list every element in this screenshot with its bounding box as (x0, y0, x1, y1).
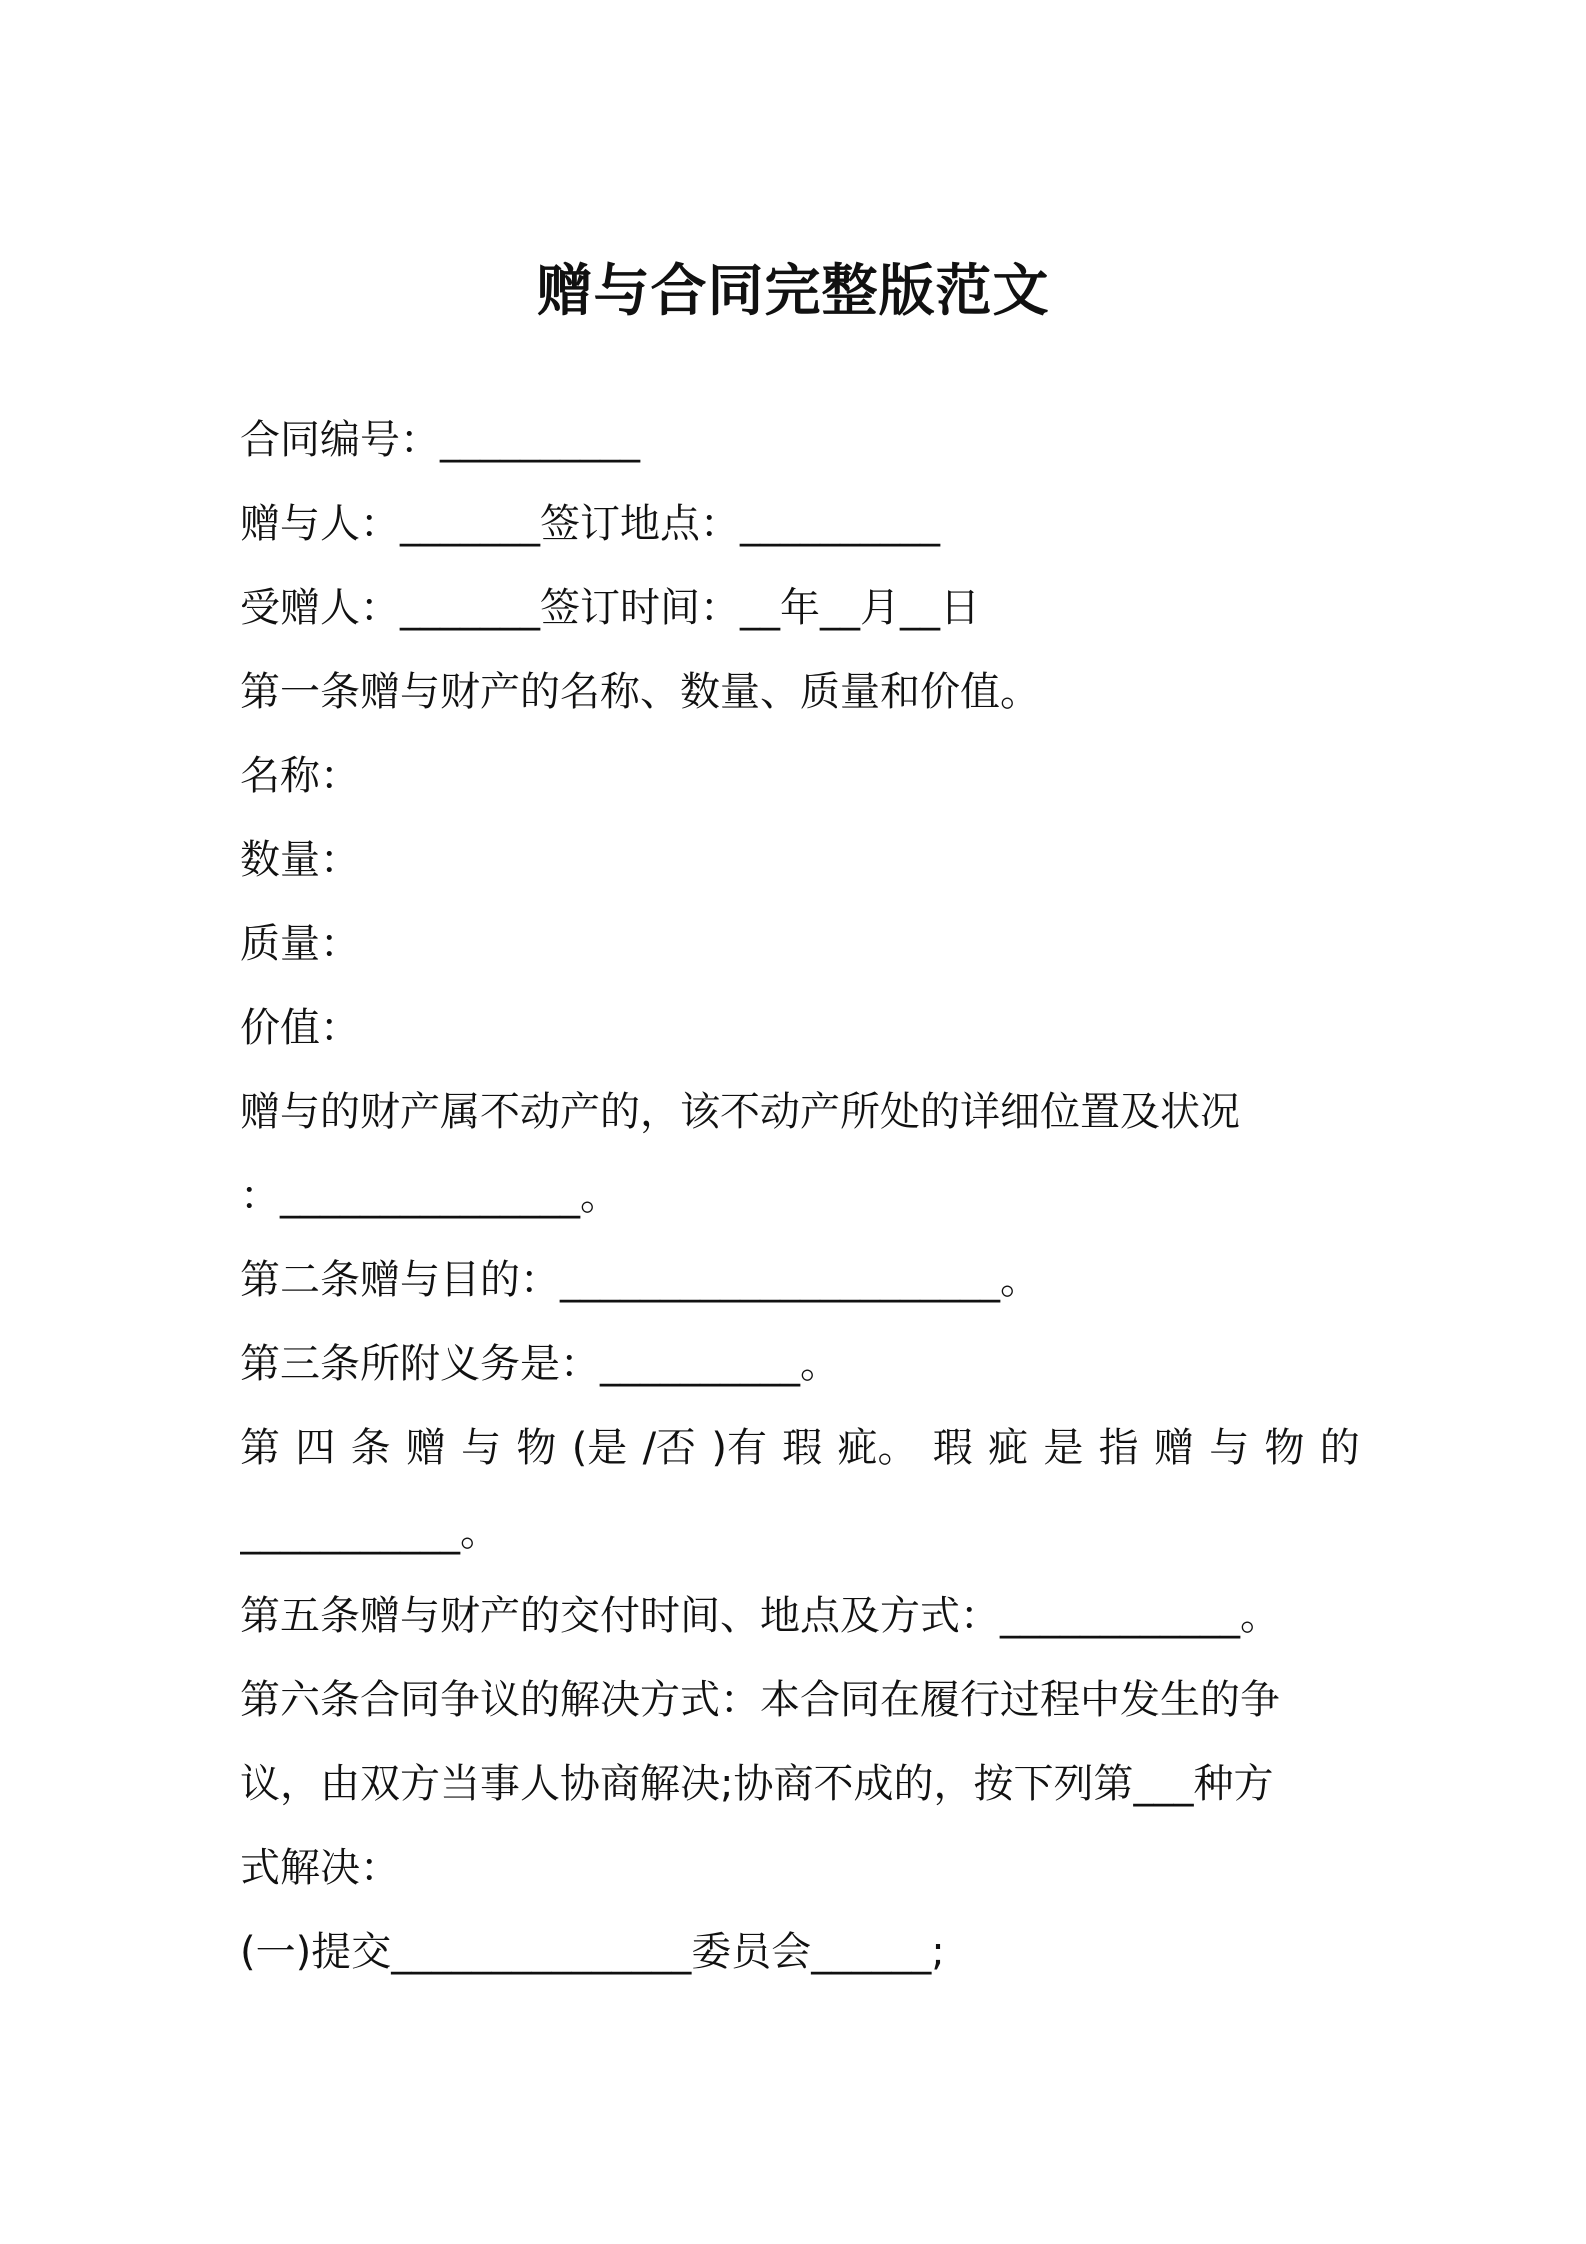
article-5: 第五条赠与财产的交付时间、地点及方式：____________。 (240, 1593, 1280, 1639)
article-1-heading: 第一条赠与财产的名称、数量、质量和价值。 (240, 669, 1040, 715)
article-4-part: 瑕 (932, 1425, 973, 1471)
article-6-line-2: 议，由双方当事人协商解决;协商不成的，按下列第___种方 (240, 1761, 1274, 1807)
article-4-part: 瑕 (782, 1425, 823, 1471)
article-4-part: 赠 (1153, 1425, 1194, 1471)
donor-line: 赠与人：_______签订地点：__________ (240, 501, 940, 547)
document-title: 赠与合同完整版范文 (536, 259, 1050, 324)
article-4-part: 指 (1098, 1425, 1139, 1471)
quality-field: 质量： (240, 921, 360, 967)
article-4-part: 第 (240, 1425, 280, 1471)
article-4-part: 物 (516, 1425, 557, 1471)
real-estate-clause-line-1: 赠与的财产属不动产的，该不动产所处的详细位置及状况 (240, 1089, 1240, 1135)
article-4-part: 是 (1043, 1425, 1084, 1471)
article-4-part: /否 (642, 1425, 697, 1471)
article-4-part: 与 (1209, 1425, 1250, 1471)
article-4-part: 疵。 (837, 1425, 918, 1471)
real-estate-clause-line-2: ：_______________。 (240, 1173, 620, 1219)
quantity-field: 数量： (240, 837, 360, 883)
article-3: 第三条所附义务是：__________。 (240, 1341, 840, 1387)
article-4-part: )有 (711, 1425, 767, 1471)
article-4-part: 物 (1264, 1425, 1305, 1471)
article-4-part: 四 (295, 1425, 336, 1471)
contract-number-line: 合同编号：__________ (240, 417, 640, 463)
article-4-part: 赠 (405, 1425, 446, 1471)
value-field: 价值： (240, 1005, 360, 1051)
article-4-line-2: ___________。 (240, 1509, 500, 1555)
article-4-part: 的 (1319, 1425, 1360, 1471)
option-1-arbitration: (一)提交_______________委员会______; (240, 1929, 945, 1975)
article-4-line-1 (240, 1418, 1360, 1478)
article-4-part: 与 (461, 1425, 502, 1471)
article-4-part: 条 (350, 1425, 391, 1471)
article-6-line-1: 第六条合同争议的解决方式：本合同在履行过程中发生的争 (240, 1677, 1280, 1723)
name-field: 名称： (240, 753, 360, 799)
article-2: 第二条赠与目的：______________________。 (240, 1257, 1040, 1303)
donee-line: 受赠人：_______签订时间：__年__月__日 (240, 585, 980, 631)
article-6-line-3: 式解决： (240, 1845, 400, 1891)
article-4-part: 疵 (988, 1425, 1029, 1471)
article-4-part: (是 (571, 1425, 628, 1471)
